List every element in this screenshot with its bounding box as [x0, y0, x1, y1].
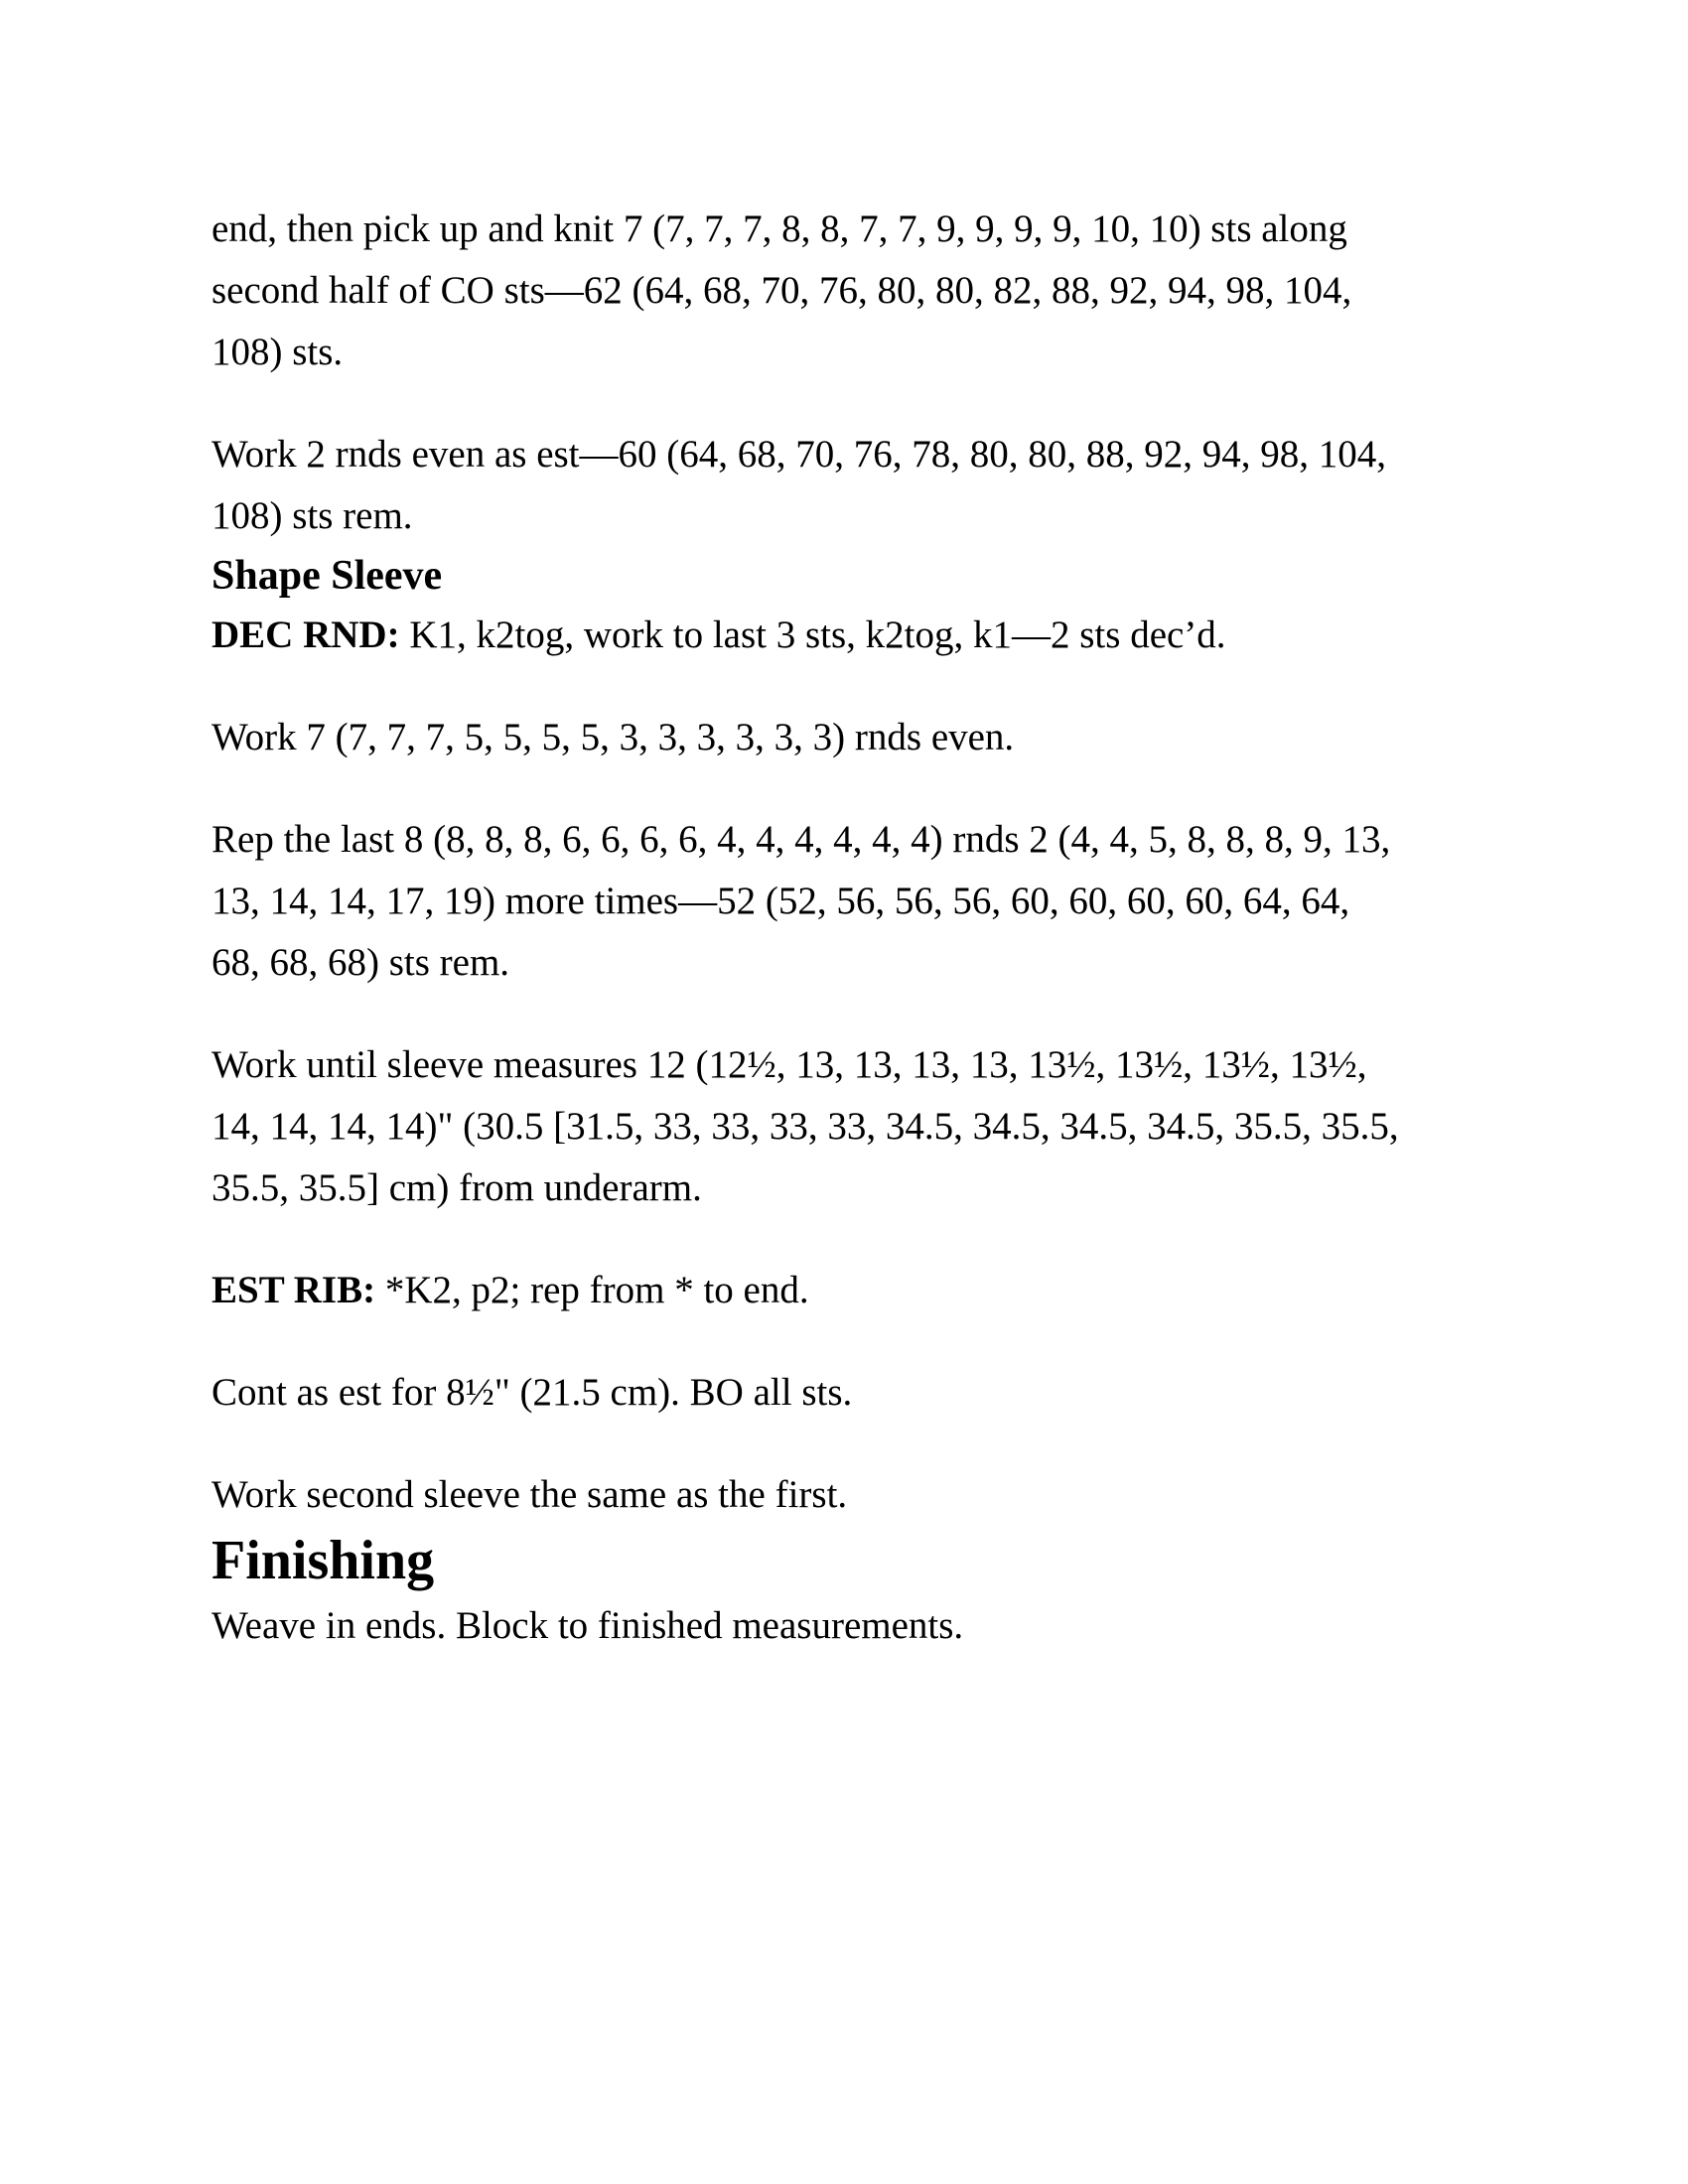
- shape-sleeve-heading: Shape Sleeve: [211, 553, 443, 599]
- second-sleeve-paragraph: Work second sleeve the same as the first.: [211, 1473, 848, 1516]
- est-rib-text: *K2, p2; rep from * to end.: [375, 1269, 809, 1311]
- dec-rnd-text: K1, k2tog, work to last 3 sts, k2tog, k1—2 sts dec’d.: [399, 614, 1226, 656]
- text-line: Work until sleeve measures 12 (12½, 13, 13, 13, 13, 13½, 13½, 13½, 13½,: [211, 1043, 1367, 1086]
- text-line: 108) sts.: [211, 331, 344, 373]
- rnds-even-paragraph: Work 7 (7, 7, 7, 5, 5, 5, 5, 3, 3, 3, 3, 3, 3) rnds even.: [211, 716, 1015, 758]
- text-line: 14, 14, 14, 14)" (30.5 [31.5, 33, 33, 33, 33, 34.5, 34.5, 34.5, 34.5, 35.5, 35.5,: [211, 1105, 1399, 1148]
- text-line: Work 2 rnds even as est—60 (64, 68, 70, 76, 78, 80, 80, 88, 92, 94, 98, 104,: [211, 433, 1387, 476]
- pickup-paragraph: [211, 199, 1502, 383]
- dec-rnd-label: DEC RND:: [211, 614, 400, 656]
- measure-paragraph: [211, 1034, 1502, 1219]
- text-line: 68, 68, 68) sts rem.: [211, 941, 510, 984]
- est-rib-label: EST RIB:: [211, 1269, 376, 1311]
- repeat-paragraph: [211, 809, 1502, 994]
- text-line: end, then pick up and knit 7 (7, 7, 7, 8, 8, 7, 7, 9, 9, 9, 9, 10, 10) sts along: [211, 207, 1347, 250]
- est-rib-paragraph: [211, 1260, 1502, 1321]
- text-line: 108) sts rem.: [211, 494, 413, 537]
- dec-rnd-paragraph: [211, 605, 1502, 666]
- finishing-heading: Finishing: [211, 1530, 435, 1591]
- text-line: second half of CO sts—62 (64, 68, 70, 76, 80, 80, 82, 88, 92, 94, 98, 104,: [211, 269, 1352, 312]
- document-page: [211, 199, 1502, 1657]
- text-line: 35.5, 35.5] cm) from underarm.: [211, 1166, 702, 1209]
- text-line: 13, 14, 14, 17, 19) more times—52 (52, 56, 56, 56, 60, 60, 60, 60, 64, 64,: [211, 880, 1350, 922]
- finishing-paragraph: Weave in ends. Block to finished measurements.: [211, 1604, 964, 1647]
- work-even-paragraph: [211, 424, 1502, 547]
- continue-paragraph: Cont as est for 8½" (21.5 cm). BO all sts.: [211, 1371, 853, 1414]
- text-line: Rep the last 8 (8, 8, 8, 6, 6, 6, 6, 4, 4, 4, 4, 4, 4) rnds 2 (4, 4, 5, 8, 8, 8, 9, 13,: [211, 818, 1391, 861]
